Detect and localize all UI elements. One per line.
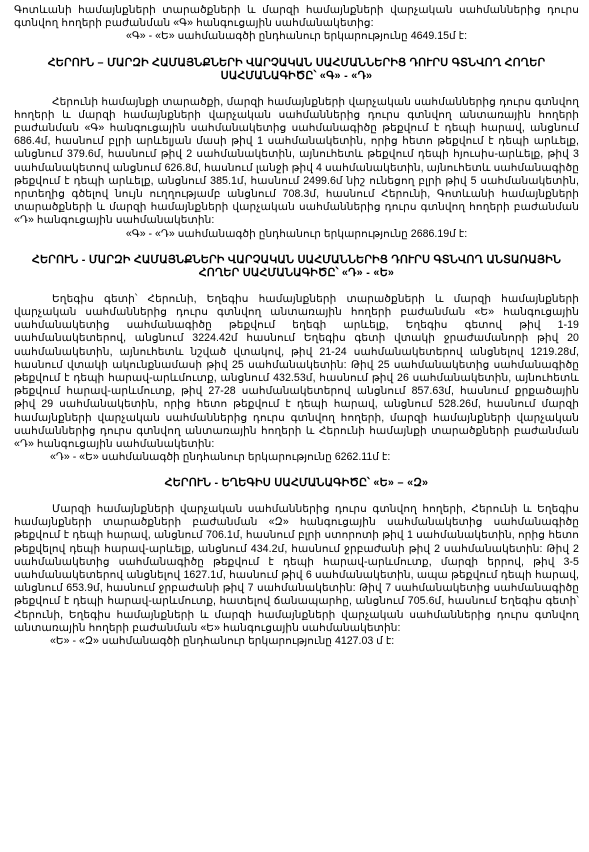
spacer xyxy=(14,44,579,57)
section-3-total-length: «Ե» - «Զ» սահմանագծի ընդհանուր երկարությունը 4127.03 մ է: xyxy=(50,635,395,648)
section-1-total-length: «Գ» - «Դ» սահմանագծի ընդհանուր երկարությունը 2686.19մ է: xyxy=(125,227,468,240)
section-1-title-line-2: ՍԱՀՄԱՆԱԳԻԾԸ՝ «Գ» - «Դ» xyxy=(220,70,373,83)
section-2-title xyxy=(14,254,579,281)
section-2-total-length: «Դ» - «Ե» սահմանագծի ընդհանուր երկարությունը 6262.11մ է: xyxy=(50,451,391,464)
section-3-title: ՀԵՐՈՒՆ - ԵՂԵԳԻՍ ՍԱՀՄԱՆԱԳԻԾԸ՝ «Ե» – «Զ» xyxy=(164,477,429,490)
spacer xyxy=(14,464,579,477)
spacer xyxy=(14,241,579,254)
spacer xyxy=(14,84,579,96)
section-2-title-line-2: ՀՈՂԵՐ ՍԱՀՄԱՆԱԳԻԾԸ՝ «Դ» - «Ե» xyxy=(198,267,395,280)
intro-paragraph: Գոտևանի համայնքների տարածքների և մարզի համայնքների վարչական սահմաններից դուրս գտնվող հողերի բաժանման «Գ» հանգուցային սահմանակետից: xyxy=(14,4,579,30)
section-2-title-line-1: ՀԵՐՈՒՆ - ՄԱՐԶԻ ՀԱՄԱՅՆՔՆԵՐԻ ՎԱՐՉԱԿԱՆ ՍԱՀՄԱՆՆԵՐԻՑ ԴՈՒՐՍ ԳՏՆՎՈՂ ԱՆՏԱՌԱՅԻՆ xyxy=(31,253,562,266)
section-3-body: Մարզի համայնքների վարչական սահմաններից դուրս գտնվող հողերի, Հերունի և Եղեգիս համայնքների տարածքների բաժանման «Զ» հանգուցային սահմանակետից սահմանագիծը թեքվում է դեպի հարավ, անցնում 706.1մ, հասնում բլրի ստորոտի թիվ 1 սահմանակետին, որից հետո թեքվելով դեպի հարավ-արևելք, անցնում 434.2մ, հասնում ջրբաժանի թիվ 2 սահմանակետին: Թիվ 2 սահմանակետից սահմանագիծը թեքվում է դեպի հարավ-արևմուտք, մարզի երրով, թիվ 3-5 սահմանակետերով անցնելով 1627.1մ, հասնում թիվ 6 սահմանակետին, ապա թեքվում դեպի հարավ, անցնում 653.9մ, հասնում ջրբաժանի թիվ 7 սահմանակետին: Թիվ 7 սահմանակետից սահմանագիծը թեքվում է դեպի հարավ-արևմուտք, հատելով ճանապարհը, անցնում 705.6մ, հասնում Եղեգիս գետի՝ Հերունի, Եղեգիս համայնքների և մարզի համայնքների վարչական սահմաններից դուրս գտնվող անտառային հողերի բաժանման «Ե» հանգուցային սահմանակետին: xyxy=(14,502,579,634)
section-1-title-line-1: ՀԵՐՈՒՆ – ՄԱՐԶԻ ՀԱՄԱՅՆՔՆԵՐԻ ՎԱՐՉԱԿԱՆ ՍԱՀՄԱՆՆԵՐԻՑ ԴՈՒՐՍ ԳՏՆՎՈՂ ՀՈՂԵՐ xyxy=(47,56,546,69)
spacer xyxy=(14,281,579,293)
intro-total-length: «Գ» - «Ե» սահմանագծի ընդհանուր երկարությունը 4649.15մ է: xyxy=(125,30,468,43)
section-1-title xyxy=(14,57,579,84)
section-2-body: Եղեգիս գետի՝ Հերունի, Եղեգիս համայնքների տարածքների և մարզի համայնքների վարչական սահմաններից դուրս գտնվող անտառային հողերի բաժանման «Ե» հանգուցային սահմանակետից սահմանագիծը թեքվում եղեգի արևելք, Եղեգիս գետով թիվ 1-19 սահմանակետերով, անցնում 3224.42մ հասնում Եղեգիս գետի վտակի ջրաժամանորի թիվ 20 սահմանակետին, այնուհետև նշված վտակով, թիվ 21-24 սահմանակետերով անցնելով 1219.28մ, հասնում վտակի ակունքնամասի թիվ 25 սահմանակետին: Թիվ 25 սահմանակետից սահմանագիծը թեքվում է դեպի հարավ-արևմուտք, անցնում 432.53մ, հասնում թիվ 26 սահմանակետին, այնուհետև թեքվում հարավ-արևմուտք, թիվ 27-28 սահմանակետերով անցնում 857.63մ, հասնում քրքածային թիվ 29 սահմանակետին, որից հետո թեքվում է դեպի հարավ, անցնում 528.26մ, հասնում մարզի համայնքների վարչական սահմաններից դուրս գտնվող հողերի, մարզի համայնքների վարչական սահմաններից դուրս գտնվող անտառային հողերի և Հերունի համայնքի տարածքների բաժանման «Դ» հանգուցային սահմանակետին: xyxy=(14,292,579,451)
section-1-body: Հերունի համայնքի տարածքի, մարզի համայնքների վարչական սահմաններից դուրս գտնվող հողերի և մարզի համայնքների վարչական սահմաններից դուրս գտնվող անտառային հողերի բաժանման «Գ» հանգուցային սահմանակետից սահմանագիծը թեքվում է դեպի հարավ, անցնում 686.4մ, հասնում բլրի արևելյան մասի թիվ 1 սահմանակետին, որից հետո թեքվում է դեպի արևելք, անցնում 379.6մ, հասնում թիվ 2 սահմանակետին, այնուհետև թեքվում դեպի հյուսիս-արևելք, թիվ 3 սահմանակետով անցնում 626.8մ, հասնում լանջի թիվ 4 սահմանակետին, այնուհետև սահմանագիծը թեքվում է դեպի արևելք, անցնում 385.1մ, հասնում 2499.6մ նիշ ունեցող բլրի թիվ 5 սահմանակետին, որտեղից գծելով նույն ուղղությամբ անցնում 708.3մ, հասնում Հերունի, Գոտևանի համայնքների տարածքների և մարզի համայնքների վարչական սահմաններից դուրս գտնվող հողերի բաժանման «Դ» հանգուցային սահմանակետին: xyxy=(14,95,579,227)
spacer xyxy=(14,491,579,503)
